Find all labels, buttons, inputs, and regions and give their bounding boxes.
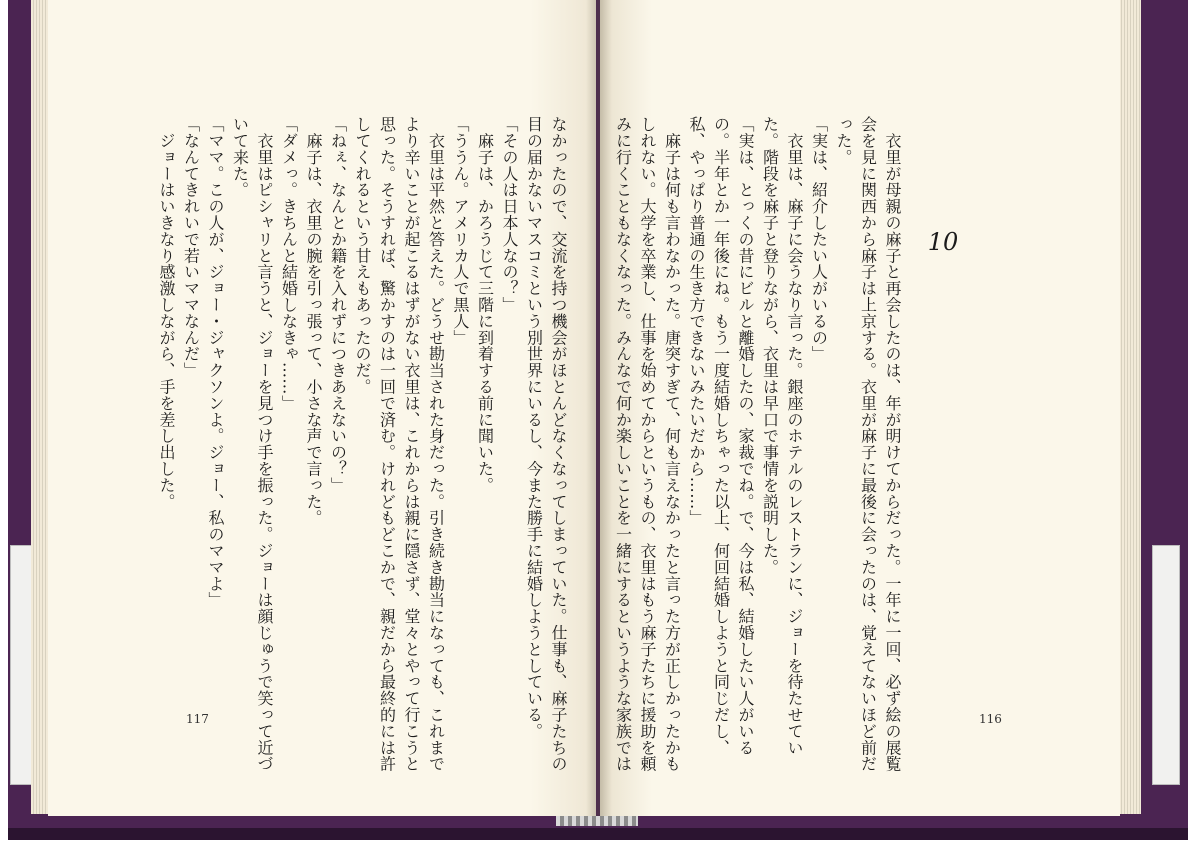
page-117-text-line: 思った。そうすれば、驚かすのは一回で済む。けれどもどこかで、親だから最終的には許	[377, 116, 397, 772]
page-117-text-line: なかったので、交流を持つ機会がほとんどなくなってしまっていた。仕事も、麻子たちの	[549, 116, 568, 772]
page-edges-right	[1119, 0, 1141, 814]
cover-edge-shadow	[8, 828, 1188, 840]
library-label-right	[1152, 545, 1180, 785]
page-116-text-line: 私、やっぱり普通の生き方できないみたいだから……」	[687, 116, 706, 526]
page-117-text-line: 衣里はピシャリと言うと、ジョーを見つけ手を振った。ジョーは顔じゅうで笑って近づ	[255, 116, 274, 772]
page-116-text-line: た。階段を麻子と登りながら、衣里は早口で事情を説明した。	[760, 116, 780, 576]
binding-stitch	[556, 816, 638, 826]
page-117-text-line: 衣里は平然と答えた。どうせ勘当された身だった。引き続き勘当になっても、これまで	[426, 116, 446, 772]
page-117-text-line: 目の届かないマスコミという別世界にいるし、今また勝手に結婚しようとしている。	[524, 116, 544, 740]
page-116-text-line: 「実は、とっくの昔にビルと離婚したの、家裁でね。で、今は私、結婚したい人がいる	[736, 116, 755, 756]
chapter-number: 10	[927, 228, 959, 256]
page-116-text-line: しれない。大学を卒業し、仕事を始めてからというもの、衣里はもう麻子たちに援助を頼	[638, 116, 657, 772]
page-116-text-line: みに行くこともなくなった。みんなで何か楽しいことを一緒にするというような家族では	[613, 116, 633, 772]
page-117-text-line: してくれるという甘えもあったのだ。	[353, 116, 372, 395]
page-116-body-text	[613, 116, 904, 772]
page-116-text-line: 会を見に関西から麻子は上京する。衣里が麻子に最後に会ったのは、覚えてないほど前だ	[858, 116, 878, 772]
page-117-text-line: より辛いことが起こるはずがない衣里は、これからは親に隠さず、堂々とやって行こうと	[402, 116, 421, 772]
page-117-text-line: 「ねぇ、なんとか籍を入れずにつきあえないの？」	[328, 116, 348, 494]
book-gutter	[586, 0, 612, 818]
page-117-text-line: 「ううん。アメリカ人で黒人」	[451, 116, 470, 346]
page-number-117: 117	[186, 712, 209, 726]
page-117-text-line: 「ダメっ。きちんと結婚しなきゃ……」	[279, 116, 299, 412]
page-116-text-line: 「実は、紹介したい人がいるの」	[809, 116, 829, 362]
page-116-text-line: 衣里が母親の麻子と再会したのは、年が明けてからだった。一年に一回、必ず絵の展覧	[883, 116, 902, 772]
page-117-text-line: 「その人は日本人なの？」	[500, 116, 519, 313]
page-117-text-line: 麻子は、衣里の腕を引っ張って、小さな声で言った。	[304, 116, 323, 526]
page-117-text-line: いて来た。	[230, 116, 250, 198]
page-116-text-line: った。	[834, 116, 853, 166]
page-116-text-line: 衣里は、麻子に会うなり言った。銀座のホテルのレストランに、ジョーを待たせてい	[785, 116, 804, 756]
page-116-text-line: の。半年とか一年後にね。もう一度結婚しちゃった以上、何回結婚しようと同じだし、	[711, 116, 731, 756]
page-117-text-line: 「なんてきれいで若いママなんだ」	[181, 116, 201, 379]
page-117-text-line: ジョーはいきなり感激しながら、手を差し出した。	[157, 116, 176, 510]
page-116-text-line: 麻子は何も言わなかった。唐突すぎて、何も言えなかったと言った方が正しかったかも	[662, 116, 682, 772]
page-117-text-line: 麻子は、かろうじて三階に到着する前に聞いた。	[475, 116, 495, 494]
page-number-116: 116	[979, 712, 1002, 726]
page-117-text-line: 「ママ。この人が、ジョー・ジャクソンよ。ジョー、私のママよ」	[206, 116, 225, 608]
